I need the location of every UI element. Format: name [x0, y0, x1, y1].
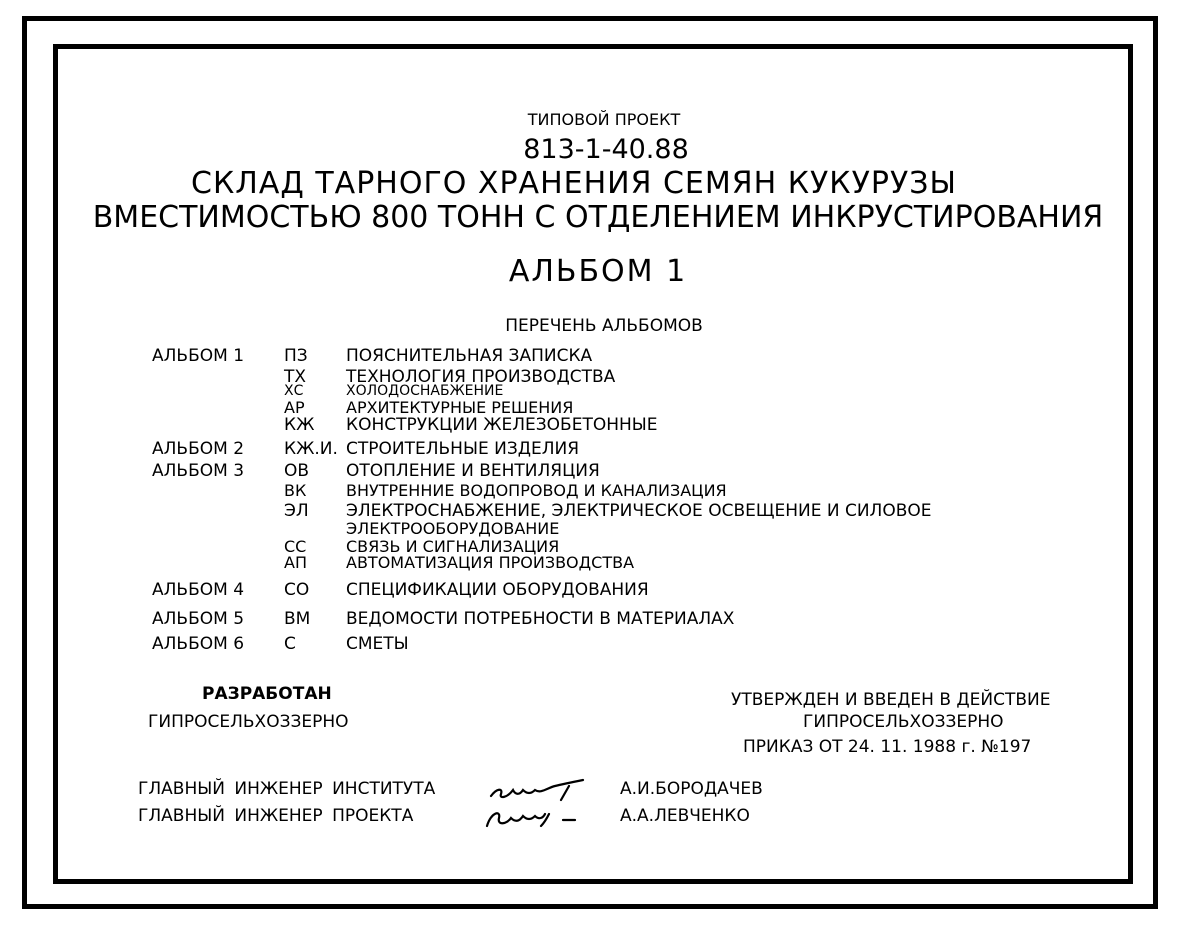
signature-project: [483, 804, 583, 832]
album-code: С: [284, 634, 296, 654]
album-code: ТХ: [284, 367, 307, 387]
signature-institute: [487, 776, 587, 804]
album-code: КЖ.И.: [284, 439, 338, 459]
approved-org: ГИПРОСЕЛЬХОЗЗЕРНО: [803, 712, 1004, 732]
album-title: АЛЬБОМ 1: [508, 254, 688, 289]
title-line-1: СКЛАД ТАРНОГО ХРАНЕНИЯ СЕМЯН КУКУРУЗЫ: [191, 166, 957, 201]
album-number: АЛЬБОМ 3: [152, 461, 245, 481]
chief-engineer-institute-name: А.И.БОРОДАЧЕВ: [620, 779, 763, 799]
album-number: АЛЬБОМ 1: [152, 346, 245, 366]
album-section-name: ОТОПЛЕНИЕ И ВЕНТИЛЯЦИЯ: [346, 461, 600, 481]
album-code: ПЗ: [284, 346, 308, 366]
album-section-name: АВТОМАТИЗАЦИЯ ПРОИЗВОДСТВА: [346, 553, 635, 572]
album-code: СО: [284, 580, 310, 600]
chief-engineer-project-label: ГЛАВНЫЙ ИНЖЕНЕР ПРОЕКТА: [138, 806, 414, 826]
album-section-name: ХОЛОДОСНАБЖЕНИЕ: [346, 383, 504, 399]
project-type-label: ТИПОВОЙ ПРОЕКТ: [527, 110, 681, 129]
title-line-2: ВМЕСТИМОСТЬЮ 800 ТОНН С ОТДЕЛЕНИЕМ ИНКРУСТИРОВАНИЯ: [92, 200, 1104, 235]
album-section-name: ВНУТРЕННИЕ ВОДОПРОВОД И КАНАЛИЗАЦИЯ: [346, 481, 727, 500]
chief-engineer-project-name: А.А.ЛЕВЧЕНКО: [620, 806, 750, 826]
album-code: АР: [284, 398, 305, 417]
album-code: АП: [284, 553, 307, 572]
album-number: АЛЬБОМ 2: [152, 439, 245, 459]
album-section-name: ПОЯСНИТЕЛЬНАЯ ЗАПИСКА: [346, 346, 593, 366]
album-section-name: ЭЛЕКТРОСНАБЖЕНИЕ, ЭЛЕКТРИЧЕСКОЕ ОСВЕЩЕНИЕ И СИЛОВОЕ: [346, 501, 932, 521]
album-section-name: СПЕЦИФИКАЦИИ ОБОРУДОВАНИЯ: [346, 580, 649, 600]
album-code: ЭЛ: [284, 501, 309, 521]
album-number: АЛЬБОМ 5: [152, 609, 245, 629]
approval-order: ПРИКАЗ ОТ 24. 11. 1988 г. №197: [743, 737, 1032, 757]
developed-label: РАЗРАБОТАН: [202, 684, 332, 704]
album-code: ВМ: [284, 609, 311, 629]
approved-label: УТВЕРЖДЕН И ВВЕДЕН В ДЕЙСТВИЕ: [731, 690, 1051, 710]
album-section-name: СМЕТЫ: [346, 634, 409, 654]
album-number: АЛЬБОМ 6: [152, 634, 245, 654]
album-code: ХС: [284, 383, 304, 399]
album-section-name: ЭЛЕКТРООБОРУДОВАНИЕ: [346, 519, 560, 538]
album-section-name: ВЕДОМОСТИ ПОТРЕБНОСТИ В МАТЕРИАЛАХ: [346, 609, 735, 629]
album-code: ОВ: [284, 461, 310, 481]
chief-engineer-institute-label: ГЛАВНЫЙ ИНЖЕНЕР ИНСТИТУТА: [138, 779, 436, 799]
album-number: АЛЬБОМ 4: [152, 580, 245, 600]
album-section-name: КОНСТРУКЦИИ ЖЕЛЕЗОБЕТОННЫЕ: [346, 415, 658, 435]
album-section-name: ТЕХНОЛОГИЯ ПРОИЗВОДСТВА: [346, 367, 616, 387]
album-section-name: СТРОИТЕЛЬНЫЕ ИЗДЕЛИЯ: [346, 439, 580, 459]
album-code: КЖ: [284, 415, 315, 435]
album-code: ВК: [284, 481, 307, 500]
project-code: 813-1-40.88: [523, 134, 689, 165]
album-section-name: АРХИТЕКТУРНЫЕ РЕШЕНИЯ: [346, 398, 574, 417]
album-code: СС: [284, 537, 307, 556]
album-section-name: СВЯЗЬ И СИГНАЛИЗАЦИЯ: [346, 537, 560, 556]
developed-org: ГИПРОСЕЛЬХОЗЗЕРНО: [148, 712, 349, 732]
album-list-title: ПЕРЕЧЕНЬ АЛЬБОМОВ: [505, 316, 703, 336]
